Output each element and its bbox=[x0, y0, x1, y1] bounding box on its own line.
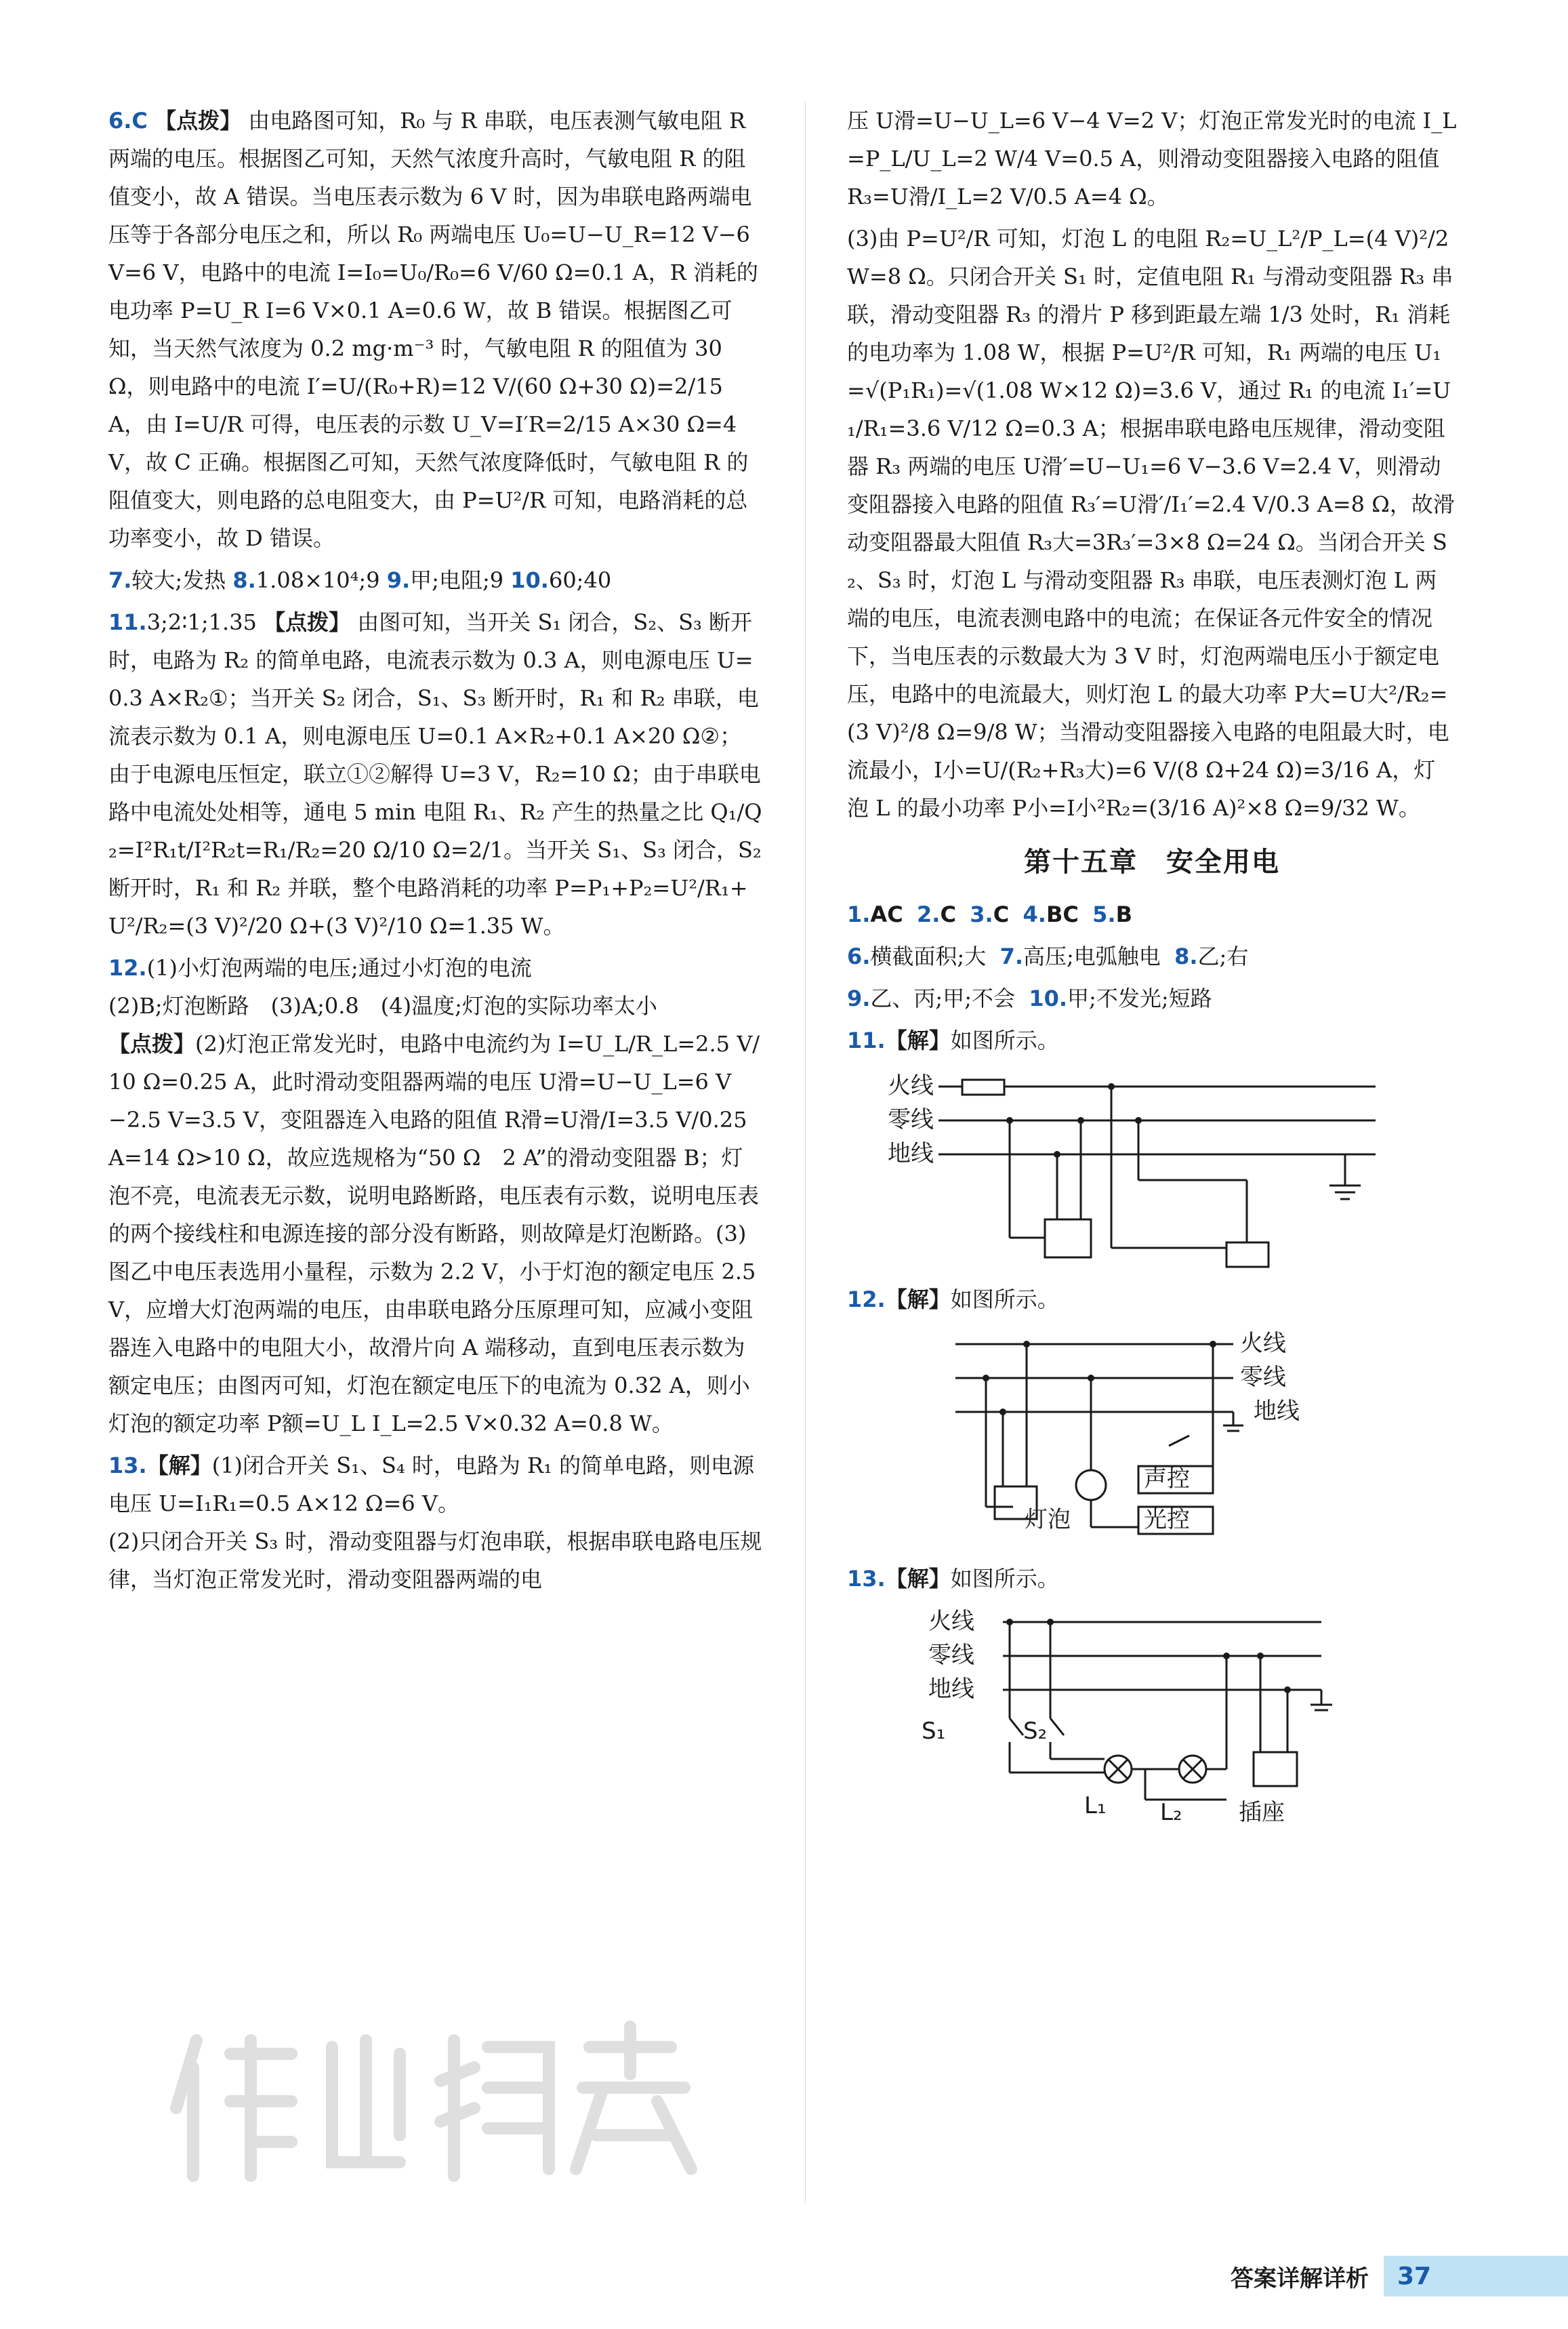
answer-text: 乙;右 bbox=[1197, 944, 1249, 969]
right-column bbox=[847, 102, 1457, 1846]
ch15-answers-9-10 bbox=[847, 979, 1457, 1017]
answer-text: AC bbox=[870, 902, 903, 927]
answer-text: B bbox=[1115, 902, 1132, 927]
answer-text: 甲;电阻;9 bbox=[410, 567, 504, 593]
answer-text: C bbox=[940, 902, 956, 927]
answer-text: 1.08×10⁴;9 bbox=[255, 567, 380, 593]
question-number: 6.C bbox=[108, 108, 148, 134]
answer-text: 由电路图可知，R₀ 与 R 串联，电压表测气敏电阻 R 两端的电压。根据图乙可知，天然气浓度升高时，气敏电阻 R 的阻值变小，故 A 错误。当电压表示数为 6 V 时，因为串联电路两端电压等于各部分电压之和，所以 R₀ 两端电压 U₀=U−U_R=12 V−6 V=6 V，电路中的电流 I=I₀=U₀/R₀=6 V/60 Ω=0.1 A，R 消耗的电功率 P=U_R I=6 V×0.1 A=0.6 W，故 B 错误。根据图乙可知，当天然气浓度为 0.2 mg·m⁻³ 时，气敏电阻 R 的阻值为 30 Ω，则电路中的电流 I′=U/(R₀+R)=12 V/(60 Ω+30 Ω)=2/15 A，由 I=U/R 可得，电压表的示数 U_V=I′R=2/15 A×30 Ω=4 V，故 C 正确。根据图乙可知，天然气浓度降低时，气敏电阻 R 的阻值变大，则电路的总电阻变大，由 P=U²/R 可知，电路消耗的总功率变小，故 D 错误。 bbox=[108, 108, 758, 551]
page-number: 37 bbox=[1384, 2256, 1568, 2296]
socket-icon bbox=[1254, 1752, 1297, 1786]
answer-text: 横截面积;大 bbox=[870, 944, 987, 969]
answer-text: (2)B;灯泡断路 (3)A;0.8 (4)温度;灯泡的实际功率太小 bbox=[108, 993, 657, 1019]
neutral-wire-label: 零线 bbox=[928, 1642, 974, 1669]
answer-text: 3;2∶1;1.35 bbox=[146, 609, 257, 635]
lamp-holder-icon bbox=[1226, 1242, 1268, 1267]
answer-text: 高压;电弧触电 bbox=[1023, 944, 1161, 969]
answer-text: (1)小灯泡两端的电压;通过小灯泡的电流 bbox=[146, 955, 532, 981]
live-wire-label: 火线 bbox=[888, 1072, 934, 1099]
left-column bbox=[108, 102, 762, 1602]
answer-q11 bbox=[108, 603, 762, 945]
solution-tag: 【解】 bbox=[885, 1566, 951, 1592]
answer-text: 如图所示。 bbox=[950, 1566, 1059, 1592]
ch15-q13 bbox=[847, 1560, 1457, 1598]
answer-text: 乙、丙;甲;不会 bbox=[870, 986, 1015, 1011]
switch-icon bbox=[1169, 1436, 1189, 1446]
ch15-answers-6-8 bbox=[847, 937, 1457, 975]
solution-tag: 【解】 bbox=[146, 1453, 212, 1478]
ch15-q12 bbox=[847, 1280, 1457, 1318]
socket-icon bbox=[1045, 1219, 1091, 1257]
answer-text: 甲;不发光;短路 bbox=[1067, 986, 1212, 1011]
solution-tag: 【解】 bbox=[885, 1028, 951, 1053]
solution-tag: 【解】 bbox=[885, 1287, 951, 1312]
page-footer bbox=[1220, 2256, 1568, 2296]
socket-label: 插座 bbox=[1239, 1799, 1285, 1826]
hint-tag: 【点拨】 bbox=[108, 1031, 196, 1057]
wiring-diagram-q12 bbox=[847, 1324, 1457, 1547]
question-number: 13. bbox=[847, 1566, 886, 1592]
answer-q6 bbox=[108, 102, 762, 557]
question-number: 13. bbox=[108, 1453, 147, 1478]
answer-text: (1)闭合开关 S₁、S₄ 时，电路为 R₁ 的简单电路，则电源电压 U=I₁R₁=0.5 A×12 Ω=6 V。 bbox=[108, 1453, 755, 1516]
answer-text: 60;40 bbox=[548, 567, 612, 593]
answer-text: 较大;发热 bbox=[131, 567, 226, 593]
question-number: 3. bbox=[970, 902, 993, 927]
answer-text: C bbox=[993, 902, 1010, 927]
chapter-title: 第十五章 安全用电 bbox=[1024, 847, 1280, 878]
question-number: 8. bbox=[232, 567, 256, 593]
question-number: 1. bbox=[847, 902, 871, 927]
wiring-diagram-q13 bbox=[847, 1603, 1457, 1834]
bulb-label: 灯泡 bbox=[1025, 1506, 1071, 1533]
answer-q13 bbox=[108, 1446, 762, 1598]
neutral-wire-label: 零线 bbox=[888, 1106, 934, 1133]
sound-switch-label: 声控 bbox=[1144, 1465, 1190, 1493]
ch15-q11 bbox=[847, 1021, 1457, 1059]
question-number: 6. bbox=[847, 944, 871, 969]
answer-q12 bbox=[108, 949, 762, 1442]
question-number: 9. bbox=[386, 567, 411, 593]
switch-icon bbox=[1050, 1718, 1064, 1735]
lamp-l1-label: L₁ bbox=[1084, 1792, 1107, 1819]
question-number: 11. bbox=[847, 1028, 886, 1053]
ground-wire-label: 地线 bbox=[1254, 1398, 1300, 1425]
answer-text: 如图所示。 bbox=[950, 1287, 1059, 1312]
question-number: 7. bbox=[999, 944, 1023, 969]
question-number: 12. bbox=[108, 955, 147, 981]
question-number: 8. bbox=[1174, 944, 1198, 969]
live-wire-label: 火线 bbox=[928, 1608, 974, 1635]
footer-label: 答案详解详析 bbox=[1231, 2265, 1369, 2292]
answer-text: (2)灯泡正常发光时，电路中电流约为 I=U_L/R_L=2.5 V/10 Ω=0.25 A，此时滑动变阻器两端的电压 U滑=U−U_L=6 V−2.5 V=3.5 V，变阻器连入电路的阻值 R滑=U滑/I=3.5 V/0.25 A=14 Ω>10 Ω，故应选规格为“50 Ω 2 A”的滑动变阻器 B；灯泡不亮，电流表无示数，说明电路断路，电压表有示数，说明电压表的两个接线柱和电源连接的部分没有断路，则故障是灯泡断路。(3)图乙中电压表选用小量程，示数为 2.2 V，小于灯泡的额定电压 2.5 V，应增大灯泡两端的电压，由串联电路分压原理可知，应减小变阻器连入电路中的电阻大小，故滑片向 A 端移动，直到电压表示数为额定电压；由图丙可知，灯泡在额定电压下的电流为 0.32 A，则小灯泡的额定功率 P额=U_L I_L=2.5 V×0.32 A=0.8 W。 bbox=[108, 1031, 760, 1436]
question-number: 10. bbox=[1029, 986, 1068, 1011]
fuse-icon bbox=[962, 1080, 1004, 1095]
hint-tag: 【点拨】 bbox=[154, 108, 242, 134]
ground-wire-label: 地线 bbox=[928, 1676, 974, 1703]
question-number: 12. bbox=[847, 1287, 886, 1312]
ch15-answers-1-5 bbox=[847, 895, 1457, 933]
answer-q13-part3 bbox=[847, 220, 1457, 827]
question-number: 4. bbox=[1023, 902, 1046, 927]
answer-text: 如图所示。 bbox=[950, 1028, 1059, 1053]
question-number: 2. bbox=[917, 902, 941, 927]
answer-text: (2)只闭合开关 S₃ 时，滑动变阻器与灯泡串联，根据串联电路电压规律，当灯泡正常发光时，滑动变阻器两端的电 bbox=[108, 1528, 762, 1592]
hint-tag: 【点拨】 bbox=[264, 609, 351, 635]
question-number: 7. bbox=[108, 567, 132, 593]
answer-text: 压 U滑=U−U_L=6 V−4 V=2 V；灯泡正常发光时的电流 I_L=P_L/U_L=2 W/4 V=0.5 A，则滑动变阻器接入电路的阻值 R₃=U滑/I_L=2 V/0.5 A=4 Ω。 bbox=[847, 108, 1457, 209]
question-number: 9. bbox=[847, 986, 871, 1011]
question-number: 10. bbox=[510, 567, 549, 593]
lamp-l2-label: L₂ bbox=[1160, 1799, 1182, 1826]
bulb-icon bbox=[1076, 1470, 1106, 1500]
watermark-logo bbox=[156, 2000, 766, 2216]
answer-q13-continued bbox=[847, 102, 1457, 216]
answer-text: (3)由 P=U²/R 可知，灯泡 L 的电阻 R₂=U_L²/P_L=(4 V)²/2 W=8 Ω。只闭合开关 S₁ 时，定值电阻 R₁ 与滑动变阻器 R₃ 串联，滑动变阻器 R₃ 的滑片 P 移到距最左端 1/3 处时，R₁ 消耗的电功率为 1.08 W，根据 P=U²/R 可知，R₁ 两端的电压 U₁=√(P₁R₁)=√(1.08 W×12 Ω)=3.6 V，通过 R₁ 的电流 I₁′=U₁/R₁=3.6 V/12 Ω=0.3 A；根据串联电路电压规律，滑动变阻器 R₃ 两端的电压 U滑′=U−U₁=6 V−3.6 V=2.4 V，则滑动变阻器接入电路的阻值 R₃′=U滑′/I₁′=2.4 V/0.3 A=8 Ω，故滑动变阻器最大阻值 R₃大=3R₃′=3×8 Ω=24 Ω。当闭合开关 S₂、S₃ 时，灯泡 L 与滑动变阻器 R₃ 串联，电压表测灯泡 L 两端的电压，电流表测电路中的电流；在保证各元件安全的情况下，当电压表的示数最大为 3 V 时，灯泡两端电压小于额定电压，电路中的电流最大，则灯泡 L 的最大功率 P大=U大²/R₂=(3 V)²/8 Ω=9/8 W；当滑动变阻器接入电路的电阻最大时，电流最小，I小=U/(R₂+R₃大)=6 V/(8 Ω+24 Ω)=3/16 A，灯泡 L 的最小功率 P小=I小²R₂=(3/16 A)²×8 Ω=9/32 W。 bbox=[847, 226, 1455, 821]
switch-icon bbox=[1010, 1718, 1023, 1735]
answer-text: 由图可知，当开关 S₁ 闭合，S₂、S₃ 断开时，电路为 R₂ 的简单电路，电流表示数为 0.3 A，则电源电压 U=0.3 A×R₂①；当开关 S₂ 闭合，S₁、S₃ 断开时，R₁ 和 R₂ 串联，电流表示数为 0.1 A，则电源电压 U=0.1 A×R₂+0.1 A×20 Ω②；由于电源电压恒定，联立①②解得 U=3 V，R₂=10 Ω；由于串联电路中电流处处相等，通电 5 min 电阻 R₁、R₂ 产生的热量之比 Q₁/Q₂=I²R₁t/I²R₂t=R₁/R₂=20 Ω/10 Ω=2/1。当开关 S₁、S₃ 闭合，S₂ 断开时，R₁ 和 R₂ 并联，整个电路消耗的功率 P=P₁+P₂=U²/R₁+U²/R₂=(3 V)²/20 Ω+(3 V)²/10 Ω=1.35 W。 bbox=[108, 609, 762, 939]
switch-s1-label: S₁ bbox=[922, 1718, 946, 1745]
ground-wire-label: 地线 bbox=[888, 1140, 934, 1167]
question-number: 11. bbox=[108, 609, 147, 635]
light-switch-label: 光控 bbox=[1144, 1506, 1190, 1533]
neutral-wire-label: 零线 bbox=[1240, 1364, 1286, 1391]
answer-text: BC bbox=[1046, 902, 1079, 927]
live-wire-label: 火线 bbox=[1240, 1330, 1286, 1357]
switch-s2-label: S₂ bbox=[1023, 1718, 1048, 1745]
answer-q7-10 bbox=[108, 561, 762, 599]
column-divider bbox=[805, 102, 806, 2203]
wiring-diagram-q11 bbox=[847, 1065, 1457, 1268]
question-number: 5. bbox=[1092, 902, 1116, 927]
